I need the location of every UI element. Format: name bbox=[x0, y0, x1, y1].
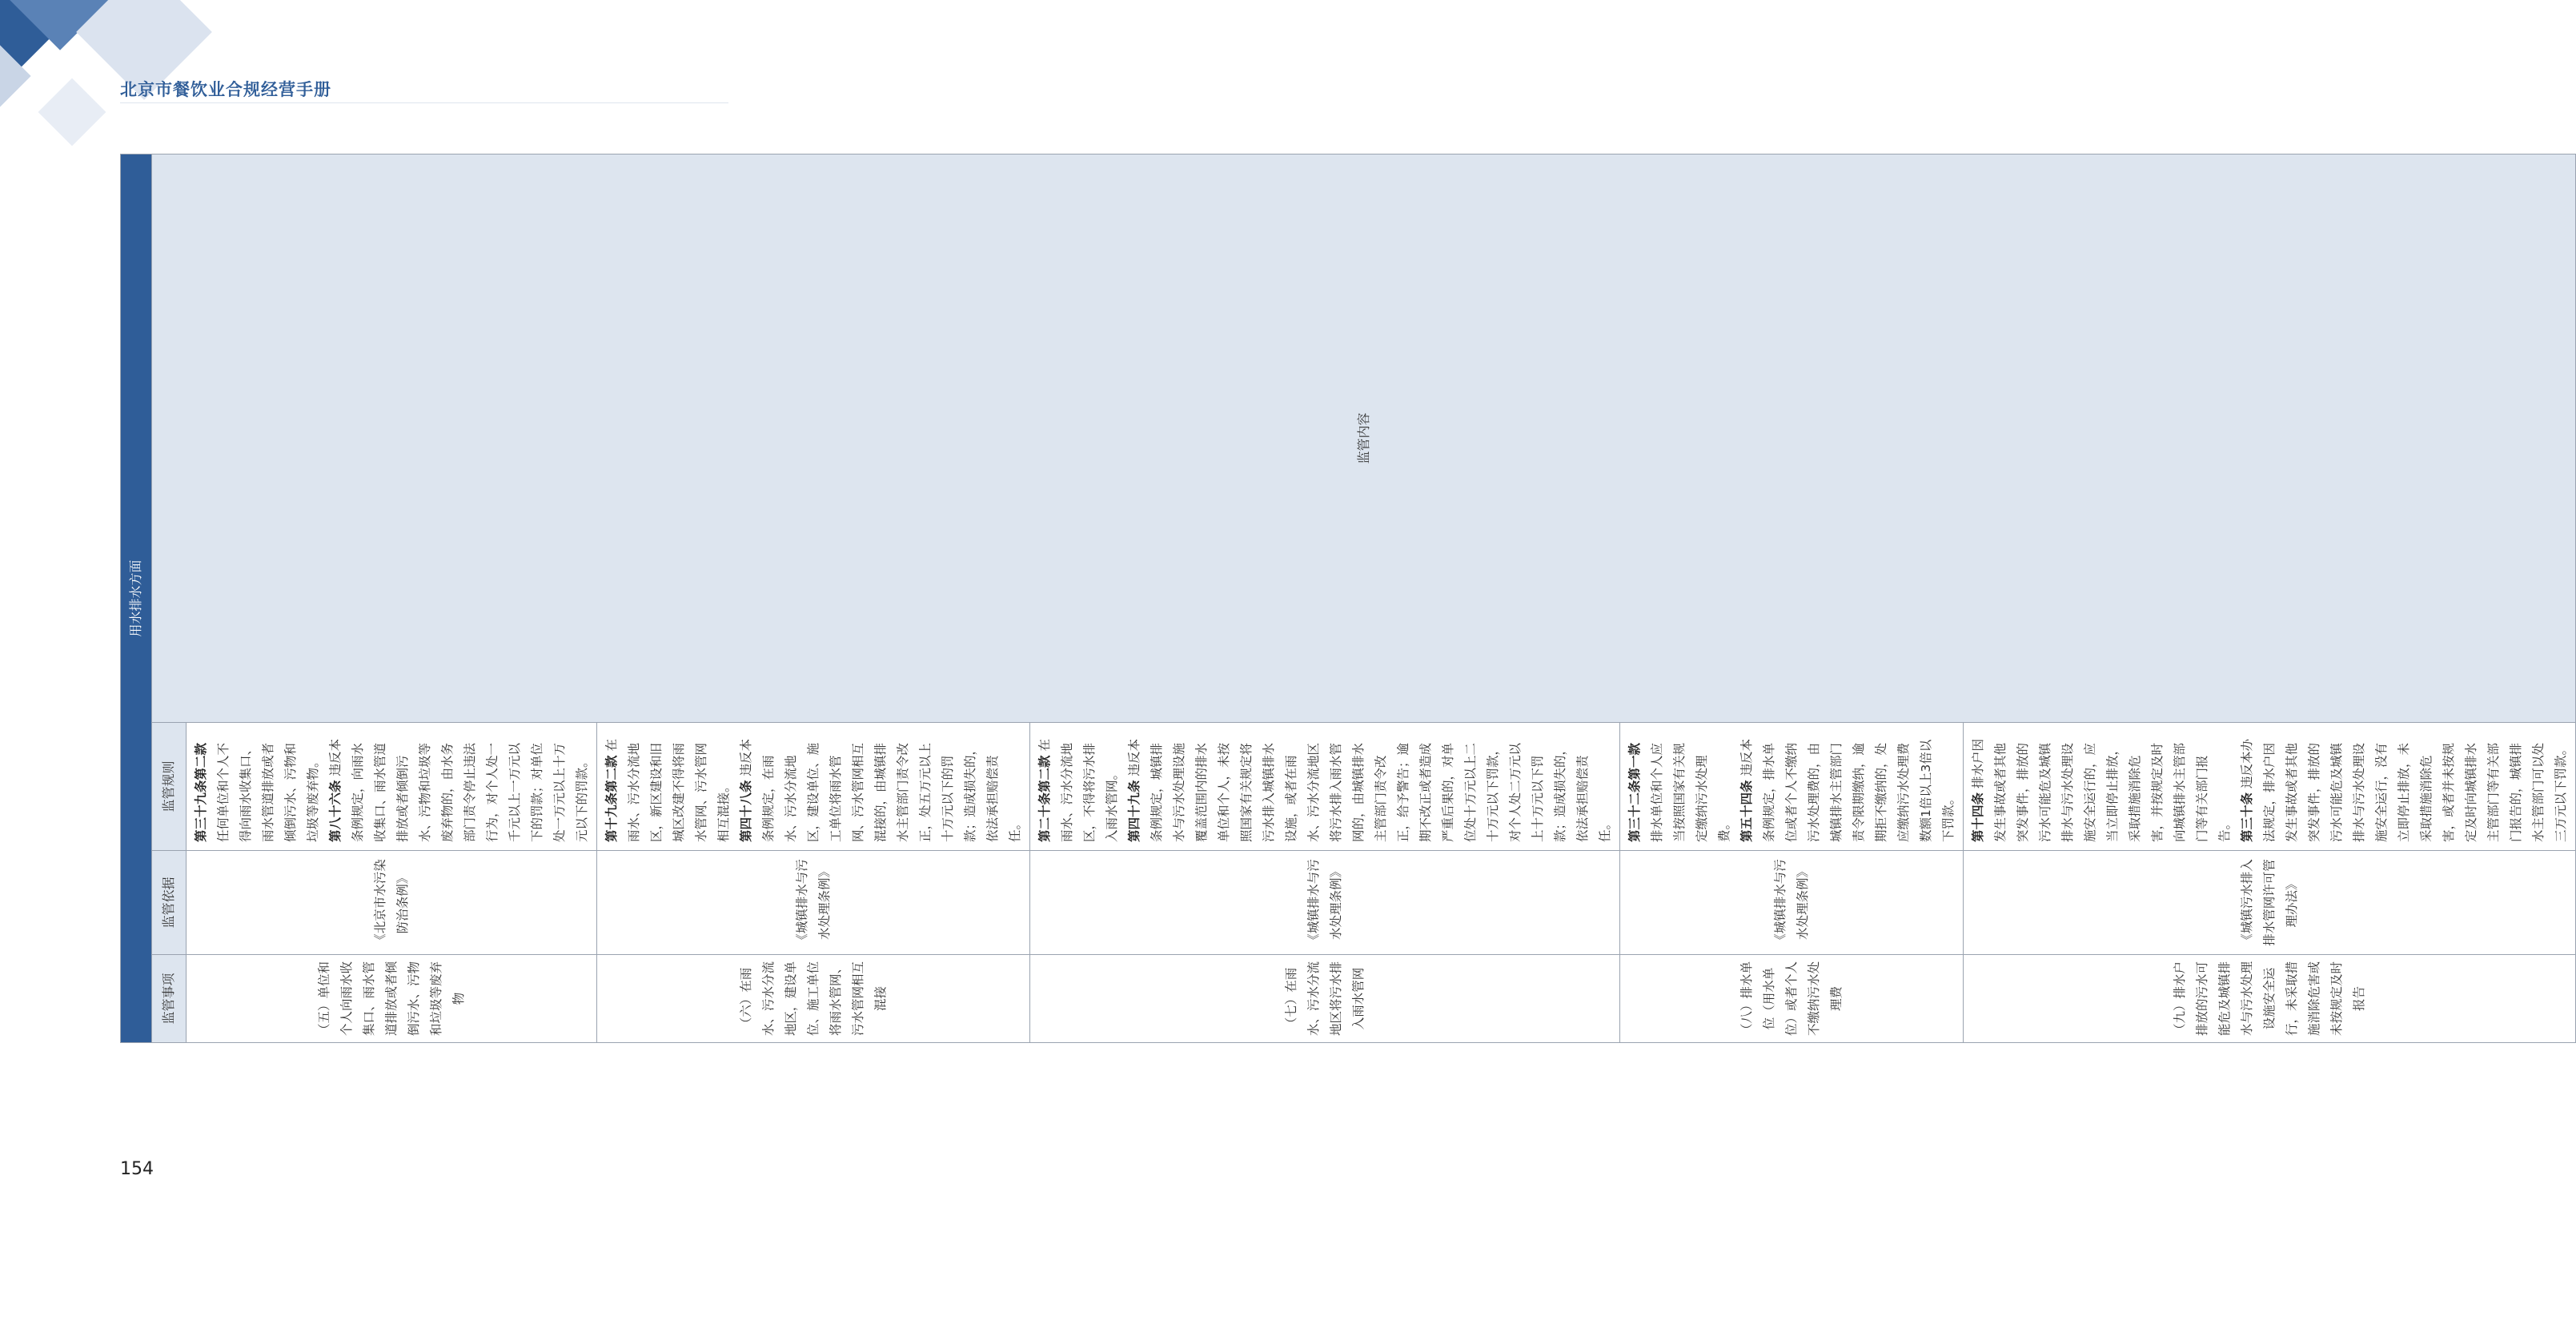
rule-article: 第五十四条 bbox=[1739, 780, 1754, 842]
rule-text: 违反本条例规定，向雨水收集口、雨水管道排放或者倾倒污水、污物和垃圾等废弃物的，由水务部门责令停止违法行为，对个人处一千元以上一万元以下的罚款；对单位处一万元以上十万元以下的罚款。 bbox=[328, 739, 589, 842]
rule-paragraph bbox=[1623, 731, 1735, 842]
rule-text: 违反本条例规定，城镇排水与污水处理设施覆盖范围内的排水单位和个人，未按照国家有关规定将污水排入城镇排水设施，或者在雨水、污水分流地区将污水排入雨水管网的，由城镇排水主管部门责令改正，给予警告；逾期不改正或者造成严重后果的，对单位处十万元以上二十万元以下罚款，对个人处二万元以上十万元以下罚款；造成损失的，依法承担赔偿责任。 bbox=[1127, 739, 1612, 842]
rotated-table bbox=[120, 154, 2568, 1043]
page-number: 154 bbox=[120, 1159, 154, 1179]
basis-cell: 《城镇排水与污水处理条例》 bbox=[1030, 851, 1620, 955]
rule-cell bbox=[1030, 723, 1620, 851]
rule-text: 在雨水、污水分流地区，不得将污水排入雨水管网。 bbox=[1037, 739, 1119, 842]
item-cell: （七）在雨水、污水分流地区将污水排入雨水管网 bbox=[1030, 955, 1620, 1043]
rule-article: 第十四条 bbox=[1971, 792, 1985, 842]
rule-cell bbox=[187, 723, 597, 851]
rule-paragraph bbox=[1123, 731, 1616, 842]
basis-cell: 《北京市水污染防治条例》 bbox=[187, 851, 597, 955]
col-header-content: 监管内容 bbox=[152, 154, 2576, 722]
document-title: 北京市餐饮业合规经营手册 bbox=[120, 80, 331, 99]
title-divider bbox=[120, 102, 728, 103]
rule-text: 违反本条例规定，在雨水、污水分流地区，建设单位、施工单位将雨水管网、污水管网相互混接的，由城镇排水主管部门责令改正，处五万元以上十万元以下的罚款；造成损失的，依法承担赔偿责任。 bbox=[739, 739, 1022, 842]
rule-article: 第二十条第二款 bbox=[1037, 755, 1052, 842]
rule-paragraph bbox=[1735, 731, 1960, 842]
rule-article: 第三十二条第一款 bbox=[1627, 742, 1642, 842]
rule-cell bbox=[597, 723, 1030, 851]
rule-paragraph bbox=[1033, 731, 1123, 842]
rule-text: 违反本办法规定，排水户因发生事故或者其他突发事件，排放的污水可能危及城镇排水与污水处理设施安全运行，没有立即停止排放，未采取措施消除危害，或者并未按规定及时向城镇排水主管部门等有关部门报告的，城镇排水主管部门可以处三万元以下罚款。 bbox=[2240, 739, 2568, 842]
basis-cell: 《城镇污水排入排水管网许可管理办法》 bbox=[1964, 851, 2576, 955]
rule-article: 第八十六条 bbox=[328, 780, 343, 842]
decor-diamond bbox=[38, 78, 106, 146]
rule-text: 在雨水、污水分流地区，新区建设和旧城区改建不得将雨水管网、污水管网相互混接。 bbox=[604, 739, 731, 842]
item-cell: （六）在雨水、污水分流地区，建设单位、施工单位将雨水管网、污水管网相互混接 bbox=[597, 955, 1030, 1043]
rule-article: 第三十九条第二款 bbox=[194, 742, 208, 842]
item-cell: （八）排水单位（用水单位）或者个人不缴纳污水处理费 bbox=[1620, 955, 1964, 1043]
basis-cell: 《城镇排水与污水处理条例》 bbox=[1620, 851, 1964, 955]
rule-article: 第三十条 bbox=[2240, 792, 2254, 842]
rule-cell bbox=[1620, 723, 1964, 851]
item-cell: （九）排水户排放的污水可能危及城镇排水与污水处理设施安全运行，未采取措施消除危害或未按规定及时报告 bbox=[1964, 955, 2576, 1043]
rule-article: 第四十九条 bbox=[1127, 780, 1142, 842]
rotated-table-wrapper bbox=[120, 154, 2568, 1043]
regulation-table bbox=[120, 154, 2576, 1043]
col-header-rule: 监管规则 bbox=[152, 723, 187, 851]
basis-cell: 《城镇排水与污水处理条例》 bbox=[597, 851, 1030, 955]
item-cell: （五）单位和个人向雨水收集口、雨水管道排放或者倾倒污水、污物和垃圾等废弃物 bbox=[187, 955, 597, 1043]
rule-text: 排水户因发生事故或者其他突发事件，排放的污水可能危及城镇排水与污水处理设施安全运行的，应当立即停止排放，采取措施消除危害，并按规定及时向城镇排水主管部门等有关部门报告。 bbox=[1971, 739, 2232, 842]
rule-paragraph bbox=[324, 731, 593, 842]
rule-text: 违反本条例规定，排水单位或者个人不缴纳污水处理费的，由城镇排水主管部门责令限期缴纳，逾期拒不缴纳的，处应缴纳污水处理费数额1倍以上3倍以下罚款。 bbox=[1739, 739, 1956, 842]
rule-paragraph bbox=[1967, 731, 2236, 842]
section-header: 用水排水方面 bbox=[121, 154, 152, 1042]
col-header-item: 监管事项 bbox=[152, 955, 187, 1043]
rule-text: 排水单位和个人应当按照国家有关规定缴纳污水处理费。 bbox=[1650, 742, 1731, 842]
rule-article: 第四十八条 bbox=[739, 780, 753, 842]
rule-paragraph bbox=[2236, 731, 2572, 842]
rule-cell bbox=[1964, 723, 2576, 851]
rule-article: 第十九条第二款 bbox=[604, 755, 619, 842]
rule-paragraph bbox=[735, 731, 1026, 842]
rule-paragraph bbox=[190, 731, 324, 842]
col-header-basis: 监管依据 bbox=[152, 851, 187, 955]
rule-paragraph bbox=[600, 731, 735, 842]
rule-text: 任何单位和个人不得向雨水收集口、雨水管道排放或者倾倒污水、污物和垃圾等废弃物。 bbox=[216, 742, 320, 842]
